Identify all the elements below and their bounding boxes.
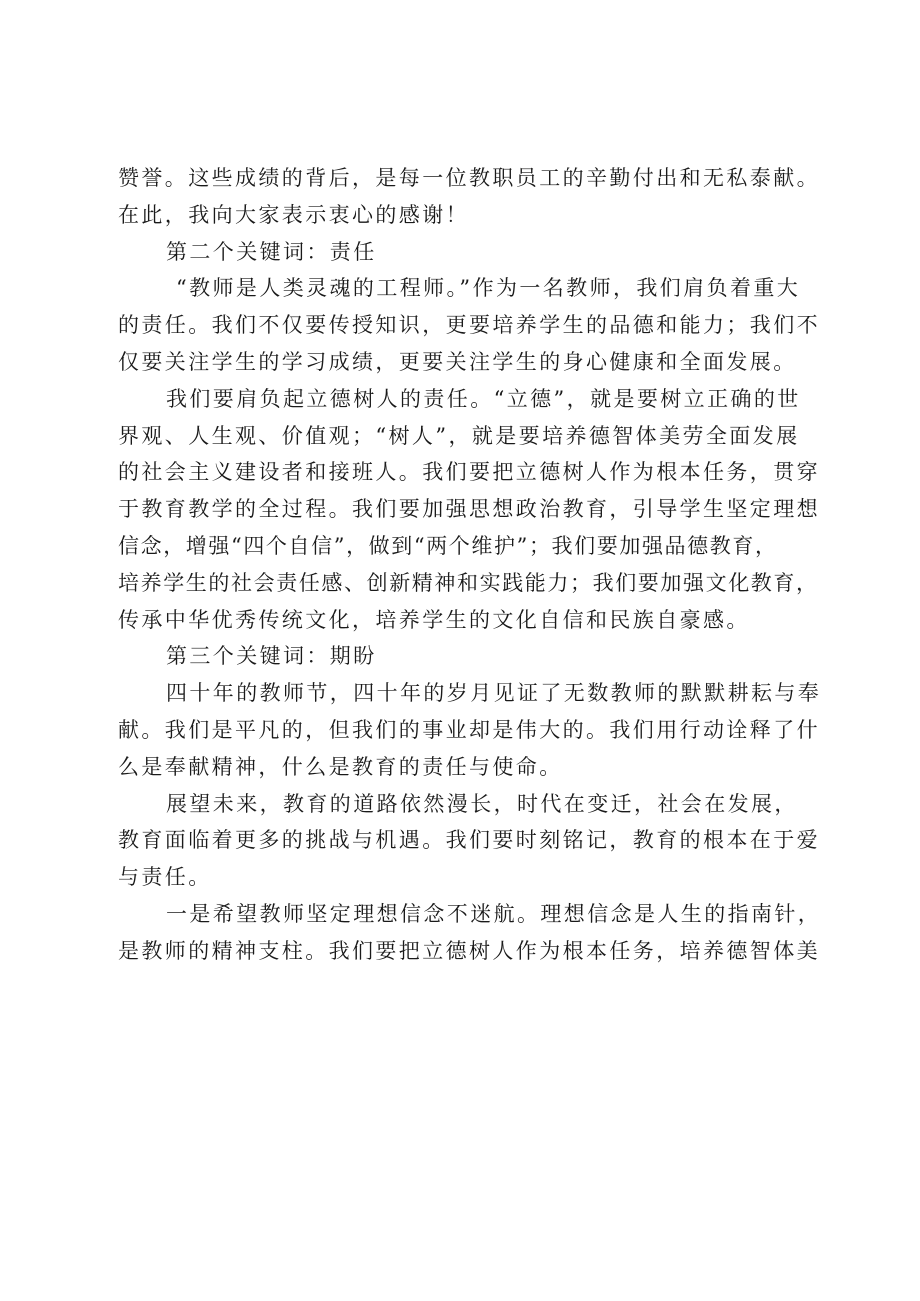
text-line: 仅要关注学生的学习成绩，更要关注学生的身心健康和全面发展。 [118, 349, 797, 374]
text-line: 是教师的精神支柱。我们要把立德树人作为根本任务，培养德智体美 [118, 938, 820, 963]
text-line: 献。我们是平凡的，但我们的事业却是伟大的。我们用行动诠释了什 [118, 717, 820, 742]
text-line: “教师是人类灵魂的工程师。”作为一名教师，我们肩负着重大 [176, 276, 801, 301]
section-heading: 第二个关键词：责任 [166, 239, 377, 264]
text-line: 信念，增强“四个自信”，做到“两个维护”；我们要加强品德教育， [118, 533, 778, 558]
text-line: 展望未来，教育的道路依然漫长，时代在变迁，社会在发展， [166, 791, 798, 816]
text-line: 赞誉。这些成绩的背后，是每一位教职员工的辛勤付出和无私泰献。 [118, 166, 820, 190]
section-heading: 第三个关键词：期盼 [166, 644, 377, 669]
text-line: 我们要肩负起立德树人的责任。“立德”，就是要树立正确的世 [166, 386, 801, 411]
text-line: 的责任。我们不仅要传授知识，更要培养学生的品德和能力；我们不 [118, 313, 820, 338]
text-line: 么是奉献精神，什么是教育的责任与使命。 [118, 754, 563, 779]
text-line: 一是希望教师坚定理想信念不迷航。理想信念是人生的指南针， [166, 901, 822, 926]
text-line: 于教育教学的全过程。我们要加强思想政治教育，引导学生坚定理想 [118, 497, 820, 522]
document-body [118, 160, 822, 970]
text-line: 四十年的教师节，四十年的岁月见证了无数教师的默默耕耘与奉 [166, 681, 822, 706]
text-line: 界观、人生观、价值观；“树人”，就是要培养德智体美劳全面发展 [118, 423, 800, 448]
text-line: 在此，我向大家表示衷心的感谢！ [118, 202, 469, 227]
text-line: 培养学生的社会责任感、创新精神和实践能力；我们要加强文化教育， [118, 570, 819, 595]
text-line: 的社会主义建设者和接班人。我们要把立德树人作为根本任务，贯穿 [118, 460, 820, 485]
text-line: 传承中华优秀传统文化，培养学生的文化自信和民族自豪感。 [118, 607, 750, 632]
text-line: 与责任。 [118, 865, 212, 890]
text-line: 教育面临着更多的挑战与机遇。我们要时刻铭记，教育的根本在于爱 [118, 828, 820, 853]
